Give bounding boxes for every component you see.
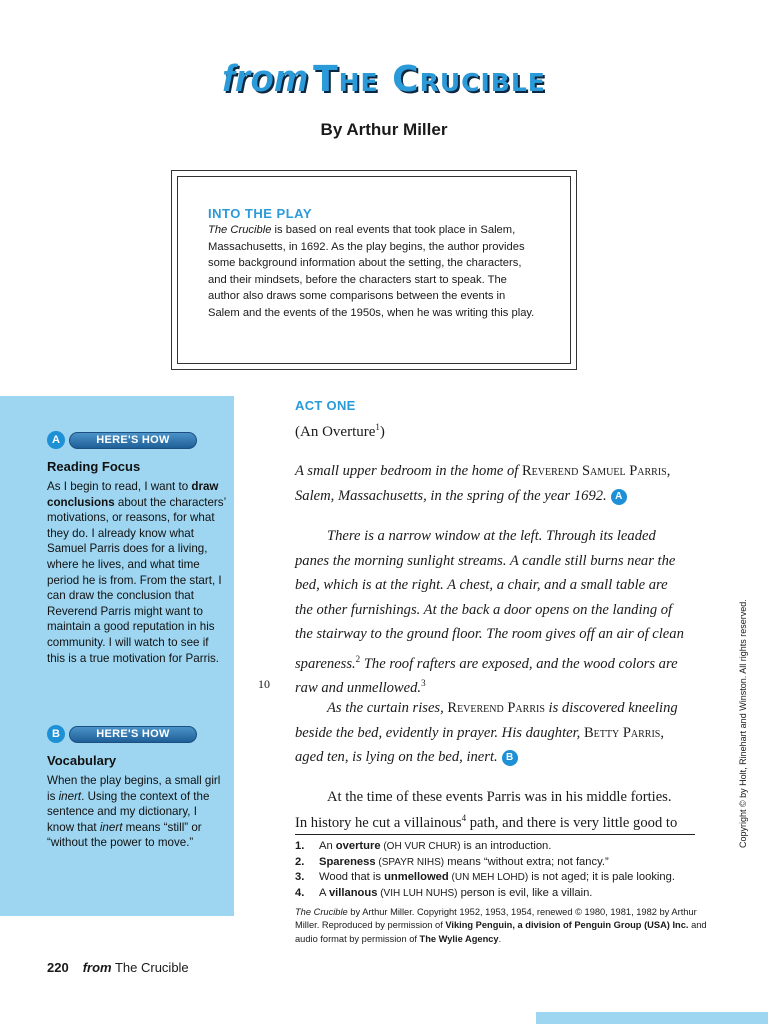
heres-how-b bbox=[47, 724, 197, 744]
line-number: 10 bbox=[258, 677, 270, 691]
badge-b-icon: B bbox=[47, 725, 65, 743]
footnote-ref-4: 4 bbox=[461, 813, 467, 823]
curtain-sc: Reverend Parris bbox=[447, 700, 545, 716]
setting-line-2 bbox=[295, 484, 715, 509]
aged-line bbox=[295, 745, 715, 770]
history-2: path, and there is very little good to bbox=[466, 814, 678, 831]
fn-pre: Wood that is bbox=[319, 871, 385, 884]
footnote-text bbox=[319, 855, 609, 871]
fn-pron: (VIH LUH NUHS) bbox=[377, 887, 458, 899]
footnote-text bbox=[319, 886, 592, 902]
credit-title: The Crucible bbox=[295, 907, 348, 917]
setting-1b: Reverend Samuel Parris, bbox=[522, 463, 671, 479]
reading-focus-text-2: about the characters’ motivations, or reasons, for what they do. I already know what Samuel Parris does for a living, where he lives, and what time period he is from. From the start, I can draw the conclusion that Reverend Parris might want to maintain a good reputation in his community. I will watch to see if this is a true motivation for Parris. bbox=[47, 495, 226, 665]
fn-pre: An bbox=[319, 840, 336, 852]
footer-from: from bbox=[82, 960, 112, 975]
curtain-1: As the curtain rises, bbox=[327, 700, 448, 716]
footnote-num: 1. bbox=[295, 840, 305, 852]
fn-pron: (SPAYR NIHS) bbox=[375, 856, 445, 868]
vocabulary-heading: Vocabulary bbox=[47, 753, 117, 768]
badge-a-icon: A bbox=[47, 431, 65, 449]
heres-how-a bbox=[47, 430, 197, 450]
title-main: The Crucible bbox=[313, 59, 546, 100]
desc-line-1: There is a narrow window at the left. Through its leaded bbox=[327, 528, 656, 544]
curtain-2: is discovered kneeling bbox=[544, 700, 678, 716]
heres-how-b-label: HERE'S HOW bbox=[69, 726, 197, 743]
fn-term: overture bbox=[335, 840, 381, 852]
setting-2: Salem, Massachusetts, in the spring of the year 1692. bbox=[295, 488, 607, 504]
fn-post: is an introduction. bbox=[460, 840, 552, 852]
desc-line-3: bed, which is at the right. A chest, a chair, and a small table are bbox=[295, 577, 668, 593]
spare-1: spareness. bbox=[295, 655, 356, 672]
curtain-line bbox=[295, 696, 715, 721]
footnote-text bbox=[319, 870, 675, 886]
raw-1: raw and unmellowed. bbox=[295, 679, 422, 696]
reading-focus-heading: Reading Focus bbox=[47, 459, 141, 474]
setting-line-1 bbox=[295, 459, 715, 484]
footnote-item bbox=[295, 870, 715, 886]
corner-decoration bbox=[536, 1012, 768, 1024]
heres-how-sidebar bbox=[0, 396, 234, 916]
footnote-ref-1: 1 bbox=[375, 422, 380, 432]
vocab-text-1: When the play begins, a small girl is bbox=[47, 774, 221, 803]
history-line bbox=[295, 813, 677, 832]
fn-post: is not aged; it is pale looking. bbox=[528, 871, 675, 884]
footnote-ref-3: 3 bbox=[421, 678, 426, 688]
page-number: 220 bbox=[47, 960, 69, 975]
footnote-num: 3. bbox=[295, 871, 305, 884]
into-the-play-text bbox=[208, 222, 540, 321]
desc-line-4: the other furnishings. At the back a door opens on the landing of bbox=[295, 602, 673, 618]
beside-sc: Betty Parris, bbox=[583, 725, 664, 741]
badge-b-inline-icon: B bbox=[502, 750, 518, 766]
footnote-ref-2: 2 bbox=[355, 654, 361, 664]
setting-1a: A small upper bedroom in the home of bbox=[295, 463, 522, 479]
credit-text-1: by Arthur Miller. Copyright 1952, 1953, 1954, renewed © 1980, 1981, 1982 by Arthur Miller. Reproduced by permission of bbox=[295, 907, 697, 931]
act-heading: ACT ONE bbox=[295, 398, 356, 413]
footnotes bbox=[295, 839, 715, 901]
vocabulary-text bbox=[47, 773, 227, 851]
credit-text-2: and audio format by permission of bbox=[295, 920, 707, 944]
badge-a-inline-icon: A bbox=[611, 489, 627, 505]
fn-post: person is evil, like a villain. bbox=[457, 886, 593, 899]
beside-1: beside the bed, evidently in prayer. His daughter, bbox=[295, 725, 584, 741]
intro-play-title: The Crucible bbox=[208, 224, 272, 236]
title-from: from bbox=[222, 58, 309, 100]
reading-focus-text bbox=[47, 479, 227, 666]
credit-bold-1: Viking Penguin, a division of Penguin Group (USA) Inc. bbox=[445, 920, 689, 931]
aged-text: aged ten, is lying on the bed, inert. bbox=[295, 749, 498, 765]
beside-line bbox=[295, 721, 715, 746]
credit-line bbox=[295, 906, 707, 946]
footnote-num: 4. bbox=[295, 886, 305, 899]
fn-term: villanous bbox=[328, 886, 378, 899]
credit-bold-2: The Wylie Agency bbox=[419, 933, 499, 944]
overture-line bbox=[295, 422, 385, 441]
reading-focus-bold: draw conclusions bbox=[47, 480, 219, 509]
copyright-notice bbox=[738, 578, 754, 848]
time-line: At the time of these events Parris was in his middle forties. bbox=[327, 789, 672, 805]
vocab-em-2: inert bbox=[99, 820, 123, 834]
reading-focus-text-1: As I begin to read, I want to bbox=[47, 480, 192, 493]
vocab-em-1: inert bbox=[58, 789, 82, 803]
credit-text-3: . bbox=[498, 933, 502, 944]
fn-term: unmellowed bbox=[384, 871, 449, 884]
page-footer bbox=[47, 960, 189, 975]
copyright-text: Copyright © by Holt, Rinehart and Winston. All rights reserved. bbox=[738, 599, 748, 848]
history-1: In history he cut a villainous bbox=[295, 814, 462, 831]
fn-pron: (UN MEH LOHD) bbox=[448, 872, 529, 884]
footnote-divider bbox=[295, 834, 695, 835]
into-the-play-box bbox=[171, 170, 577, 370]
overture-close: ) bbox=[379, 424, 385, 440]
desc-line-2: panes the morning sunlight streams. A candle still burns near the bbox=[295, 553, 676, 569]
spare-2: The roof rafters are exposed, and the wood colors are bbox=[360, 655, 678, 672]
overture-text: (An Overture bbox=[295, 424, 376, 440]
page-title bbox=[0, 58, 768, 101]
intro-body: is based on real events that took place in Salem, Massachusetts, in 1692. As the play begins, the author provides some background information about the setting, the characters, and their mindsets, before the characters start to speak. The author also draws some comparisons between the events in Salem and the events of the 1950s, when he was writing this play. bbox=[208, 224, 535, 319]
footnote-num: 2. bbox=[295, 855, 305, 868]
into-the-play-heading: INTO THE PLAY bbox=[208, 206, 313, 221]
byline: By Arthur Miller bbox=[320, 120, 448, 139]
vocab-text-3: means “still” or “without the power to move.” bbox=[47, 820, 202, 850]
heres-how-a-label: HERE'S HOW bbox=[69, 432, 197, 449]
fn-pre: A bbox=[319, 886, 329, 899]
footnote-text bbox=[319, 839, 551, 855]
vocab-text-2: . Using the context of the sentence and my dictionary, I know that bbox=[47, 789, 210, 834]
footer-title: The Crucible bbox=[111, 960, 189, 975]
footnote-item bbox=[295, 839, 715, 855]
fn-post: means “without extra; not fancy.” bbox=[444, 855, 609, 868]
desc-line-5: the stairway to the ground floor. The room gives off an air of clean bbox=[295, 626, 684, 642]
fn-term: Spareness bbox=[319, 855, 376, 868]
footnote-item bbox=[295, 855, 715, 871]
footnote-item bbox=[295, 886, 715, 902]
fn-pron: (OH VUR CHUR) bbox=[380, 841, 461, 852]
